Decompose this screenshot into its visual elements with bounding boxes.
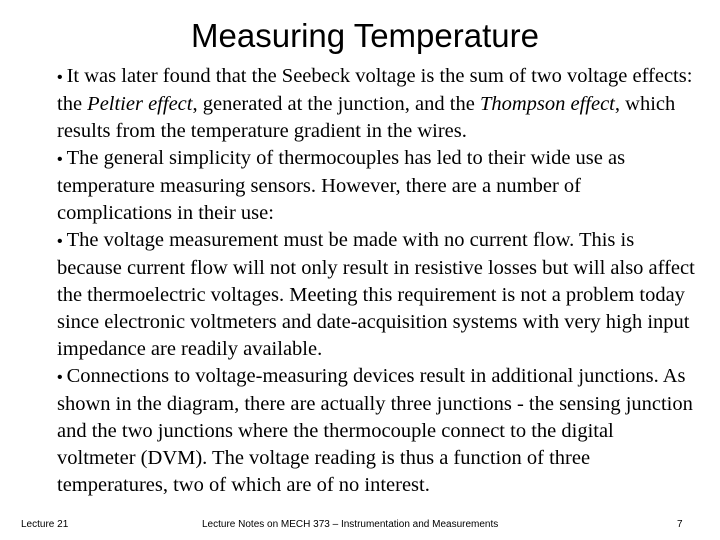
bullet-text: The general simplicity of thermocouples has led to their wide use as temperature measuring sensors. However, there are a number of complications in their use: [57, 147, 626, 224]
footer-lecture-label: Lecture 21 [21, 519, 69, 530]
bullet-text-italic: Peltier effect [87, 93, 193, 115]
bullet-text-italic: Thompson effect [479, 93, 615, 115]
footer-course-title: Lecture Notes on MECH 373 – Instrumentation and Measurements [202, 519, 499, 530]
bullet-item [57, 363, 697, 499]
slide-body [57, 63, 697, 499]
bullet-text: , generated at the junction, and the [192, 93, 480, 115]
bullet-item [57, 227, 697, 363]
bullet-text: Connections to voltage-measuring devices result in additional junctions. As shown in the diagram, there are actually three junctions - the sensing junction and the two junctions where the thermocouple connect to the digital voltmeter (DVM). The voltage reading is thus a function of three temperatures, two of which are of no interest. [57, 365, 693, 496]
bullet-text: The voltage measurement must be made with no current flow. This is because current flow will not only result in resistive losses but will also affect the thermoelectric voltages. Meeting this requirement is not a problem today since electronic voltmeters and date-acquisition systems with very high input impedance are readily available. [57, 229, 695, 360]
footer-page-number: 7 [677, 519, 683, 530]
bullet-item [57, 63, 697, 145]
bullet-text: It was later found that the Seebeck voltage is the sum of two voltage effects: the [57, 65, 693, 115]
bullet-marker: • [57, 233, 63, 250]
bullet-item [57, 145, 697, 227]
slide-title: Measuring Temperature [191, 17, 539, 54]
bullet-marker: • [57, 151, 63, 168]
bullet-marker: • [57, 369, 63, 386]
bullet-text: , which results from the temperature gradient in the wires. [57, 93, 676, 142]
bullet-marker: • [57, 69, 63, 86]
